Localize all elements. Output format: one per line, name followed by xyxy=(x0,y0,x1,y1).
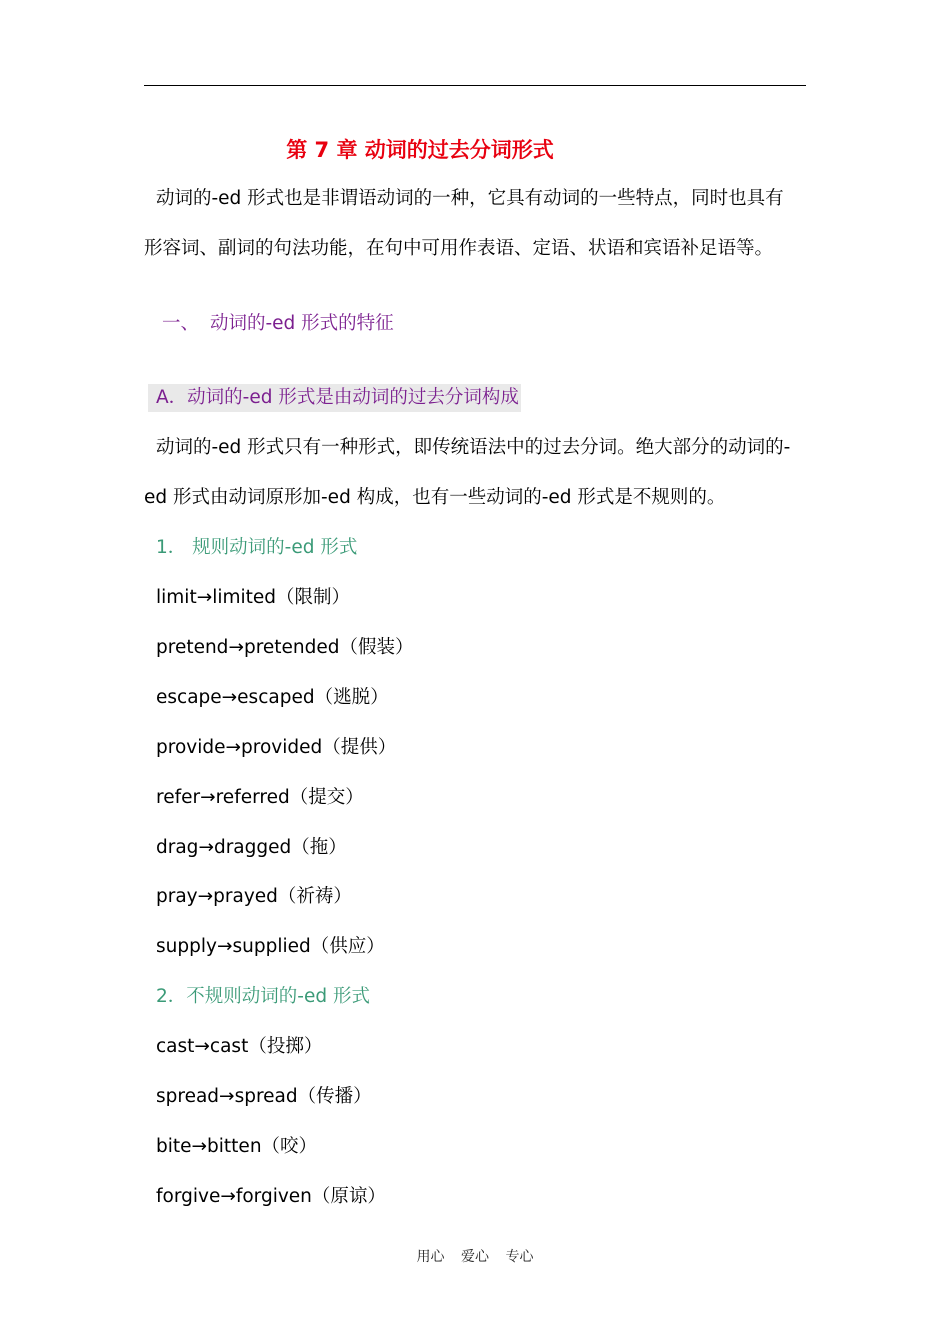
verb-entry xyxy=(156,1133,317,1161)
right-arrow-icon: → xyxy=(219,1086,235,1107)
verb-base: drag xyxy=(156,836,199,858)
footer-word-1: 用心 xyxy=(416,1249,445,1265)
footer-word-3: 专心 xyxy=(505,1249,534,1265)
verb-gloss: （提供） xyxy=(322,736,397,758)
chapter-title: 第 7 章 动词的过去分词形式 xyxy=(286,138,554,162)
verb-entry xyxy=(156,883,352,911)
verb-past-participle: prayed xyxy=(213,886,278,908)
subsection-heading-a: A．动词的-ed 形式是由动词的过去分词构成 xyxy=(148,384,521,412)
verb-base: supply xyxy=(156,936,217,958)
verb-past-participle: forgiven xyxy=(235,1185,312,1207)
verb-entry xyxy=(156,634,414,662)
verb-base: refer xyxy=(156,786,201,808)
section-heading-text: 动词的-ed 形式的特征 xyxy=(210,313,394,334)
verb-base: escape xyxy=(156,686,222,708)
verb-gloss: （限制） xyxy=(276,587,351,608)
verb-past-participle: referred xyxy=(215,786,290,808)
verb-base: provide xyxy=(156,736,226,758)
verb-entry xyxy=(156,933,385,961)
verb-entry xyxy=(156,1033,322,1061)
intro-paragraph-line-2: 形容词、副词的句法功能，在句中可用作表语、定语、状语和宾语补足语等。 xyxy=(144,238,774,259)
section-number: 一、 xyxy=(162,313,200,334)
verb-gloss: （供应） xyxy=(310,936,385,958)
right-arrow-icon: → xyxy=(225,736,241,758)
verb-entry xyxy=(156,834,347,862)
verb-entry xyxy=(156,684,389,712)
right-arrow-icon: → xyxy=(220,1185,236,1207)
verb-gloss: （拖） xyxy=(291,836,347,858)
right-arrow-icon: → xyxy=(191,1135,208,1157)
footer-word-2: 爱心 xyxy=(461,1249,489,1265)
verb-entry xyxy=(156,1083,372,1111)
irregular-verbs-heading: 2．不规则动词的-ed 形式 xyxy=(156,986,370,1008)
right-arrow-icon: → xyxy=(196,587,213,608)
verb-past-participle: cast xyxy=(209,1036,249,1058)
right-arrow-icon: → xyxy=(228,636,244,658)
right-arrow-icon: → xyxy=(194,1036,210,1058)
section-a-paragraph-line-1: 动词的-ed 形式只有一种形式，即传统语法中的过去分词。绝大部分的动词的- xyxy=(156,437,791,458)
verb-past-participle: escaped xyxy=(237,686,315,708)
verb-past-participle: supplied xyxy=(232,936,311,958)
verb-gloss: （逃脱） xyxy=(314,686,389,708)
verb-gloss: （提交） xyxy=(289,786,364,808)
verb-past-participle: pretended xyxy=(243,636,340,658)
regular-verbs-heading: 1． 规则动词的-ed 形式 xyxy=(156,537,358,558)
intro-paragraph-line-1: 动词的-ed 形式也是非谓语动词的一种，它具有动词的一些特点，同时也具有 xyxy=(156,188,784,209)
header-rule xyxy=(144,85,806,86)
verb-entry xyxy=(156,1183,386,1211)
verb-gloss: （投掷） xyxy=(248,1036,323,1058)
verb-gloss: （假装） xyxy=(339,636,414,658)
verb-past-participle: provided xyxy=(241,736,323,758)
right-arrow-icon: → xyxy=(221,686,238,708)
right-arrow-icon: → xyxy=(216,936,233,958)
verb-base: limit xyxy=(156,587,197,608)
verb-base: spread xyxy=(156,1086,220,1107)
verb-gloss: （咬） xyxy=(261,1135,318,1157)
verb-gloss: （传播） xyxy=(297,1086,372,1107)
verb-base: pray xyxy=(156,886,198,908)
verb-past-participle: spread xyxy=(234,1086,298,1107)
right-arrow-icon: → xyxy=(198,836,214,858)
verb-entry xyxy=(156,784,364,812)
verb-gloss: （原谅） xyxy=(311,1185,386,1207)
section-heading-1 xyxy=(162,310,394,338)
verb-base: pretend xyxy=(156,636,229,658)
verb-past-participle: limited xyxy=(212,587,277,608)
verb-gloss: （祈祷） xyxy=(277,886,352,908)
verb-entry xyxy=(156,734,396,762)
verb-entry xyxy=(156,584,350,612)
verb-past-participle: bitten xyxy=(207,1135,262,1157)
verb-base: bite xyxy=(156,1135,192,1157)
verb-base: cast xyxy=(156,1036,195,1058)
verb-base: forgive xyxy=(156,1185,221,1207)
section-a-paragraph-line-2: ed 形式由动词原形加-ed 构成，也有一些动词的-ed 形式是不规则的。 xyxy=(144,487,726,508)
right-arrow-icon: → xyxy=(200,786,216,808)
right-arrow-icon: → xyxy=(197,886,214,908)
page-footer xyxy=(0,1246,950,1268)
verb-past-participle: dragged xyxy=(213,836,292,858)
